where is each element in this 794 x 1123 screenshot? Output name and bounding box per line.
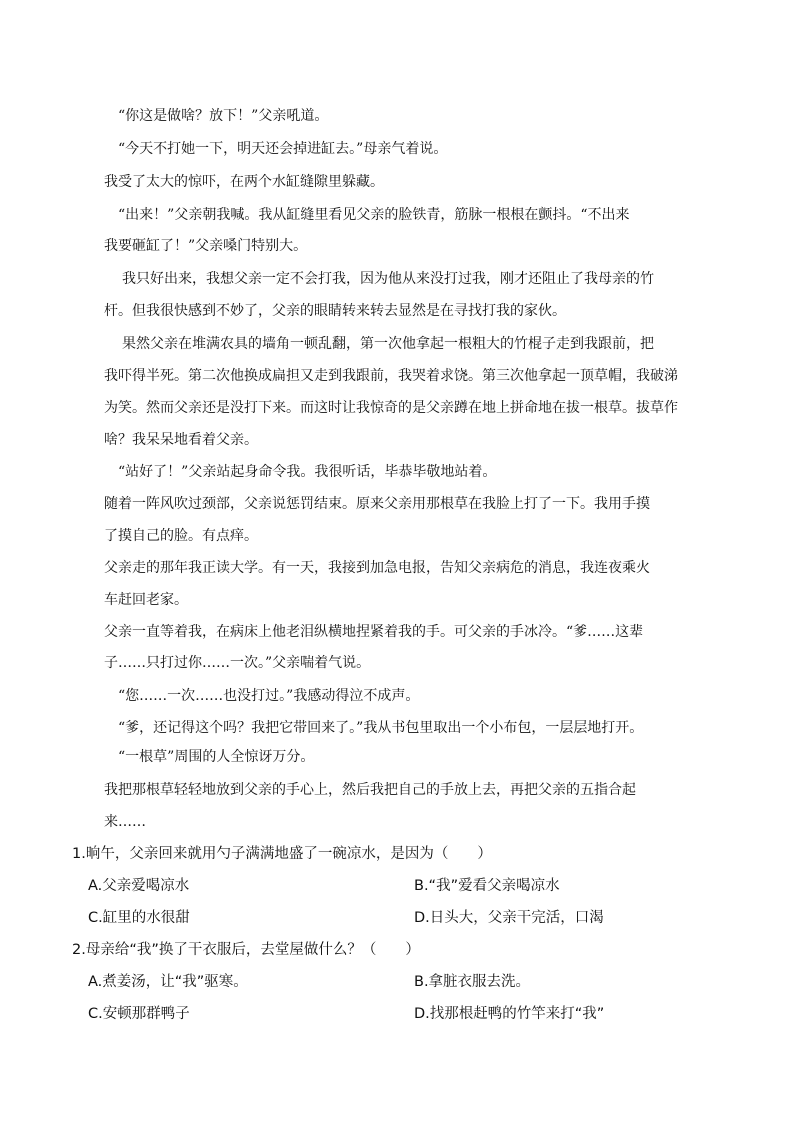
story-line: 我吓得半死。第二次他换成扁担又走到我跟前，我哭着求饶。第三次他拿起一顶草帽，我破涕 — [104, 368, 678, 384]
story-line: “站好了！”父亲站起身命令我。我很听话，毕恭毕敬地站着。 — [118, 464, 497, 480]
story-line: 我只好出来，我想父亲一定不会打我，因为他从来没打过我，刚才还阻止了我母亲的竹 — [122, 271, 654, 287]
story-line: 啥？我呆呆地看着父亲。 — [104, 432, 258, 448]
option-c: C.安顿那群鸭子 — [88, 1006, 190, 1022]
story-line: 为笑。然而父亲还是没打下来。而这时让我惊奇的是父亲蹲在地上拼命地在拔一根草。拔草作 — [104, 400, 678, 416]
story-line: 果然父亲在堆满农具的墙角一顿乱翻，第一次他拿起一根粗大的竹棍子走到我跟前，把 — [122, 336, 654, 352]
option-a: A.煮姜汤，让“我”驱寒。 — [88, 974, 248, 990]
story-line: “爹，还记得这个吗？我把它带回来了。”我从书包里取出一个小布包，一层层地打开。 — [118, 720, 644, 736]
story-line: “您……一次……也没打过。”我感动得泣不成声。 — [118, 688, 420, 704]
option-c: C.缸里的水很甜 — [88, 910, 190, 926]
story-line: 我把那根草轻轻地放到父亲的手心上，然后我把自己的手放上去，再把父亲的五指合起 — [104, 782, 636, 798]
option-b: B.拿脏衣服去洗。 — [414, 974, 531, 990]
option-a: A.父亲爱喝凉水 — [88, 878, 190, 894]
option-b: B.“我”爱看父亲喝凉水 — [414, 878, 560, 894]
question-stem: 2.母亲给“我”换了干衣服后，去堂屋做什么？（ ） — [72, 942, 420, 958]
story-line: 子……只打过你……一次。”父亲喘着气说。 — [104, 655, 371, 671]
story-line: 杆。但我很快感到不妙了，父亲的眼睛转来转去显然是在寻找打我的家伙。 — [104, 303, 566, 319]
story-line: “出来！”父亲朝我喊。我从缸缝里看见父亲的脸铁青，筋脉一根根在颤抖。“不出来 — [118, 207, 630, 223]
story-line: “今天不打她一下，明天还会掉进缸去。”母亲气着说。 — [118, 141, 448, 157]
story-line: “一根草”周围的人全惊讶万分。 — [118, 749, 315, 765]
option-d: D.日头大，父亲干完活，口渴 — [414, 910, 604, 926]
story-line: 父亲走的那年我正读大学。有一天，我接到加急电报，告知父亲病危的消息，我连夜乘火 — [104, 560, 650, 576]
story-line: 了摸自己的脸。有点痒。 — [104, 528, 258, 544]
story-line: 车赶回老家。 — [104, 592, 188, 608]
story-line: 我要砸缸了！”父亲嗓门特别大。 — [104, 238, 308, 254]
story-line: 来…… — [104, 814, 146, 830]
option-d: D.找那根赶鸭的竹竿来打“我” — [414, 1006, 605, 1022]
story-line: 我受了太大的惊吓，在两个水缸缝隙里躲藏。 — [104, 174, 384, 190]
question-stem: 1.晌午，父亲回来就用勺子满满地盛了一碗凉水，是因为（ ） — [72, 846, 492, 862]
story-line: 随着一阵风吹过颈部，父亲说惩罚结束。原来父亲用那根草在我脸上打了一下。我用手摸 — [104, 496, 650, 512]
story-line: “你这是做啥？放下！”父亲吼道。 — [118, 108, 329, 124]
story-line: 父亲一直等着我，在病床上他老泪纵横地捏紧着我的手。可父亲的手冰冷。“爹……这辈 — [104, 624, 644, 640]
